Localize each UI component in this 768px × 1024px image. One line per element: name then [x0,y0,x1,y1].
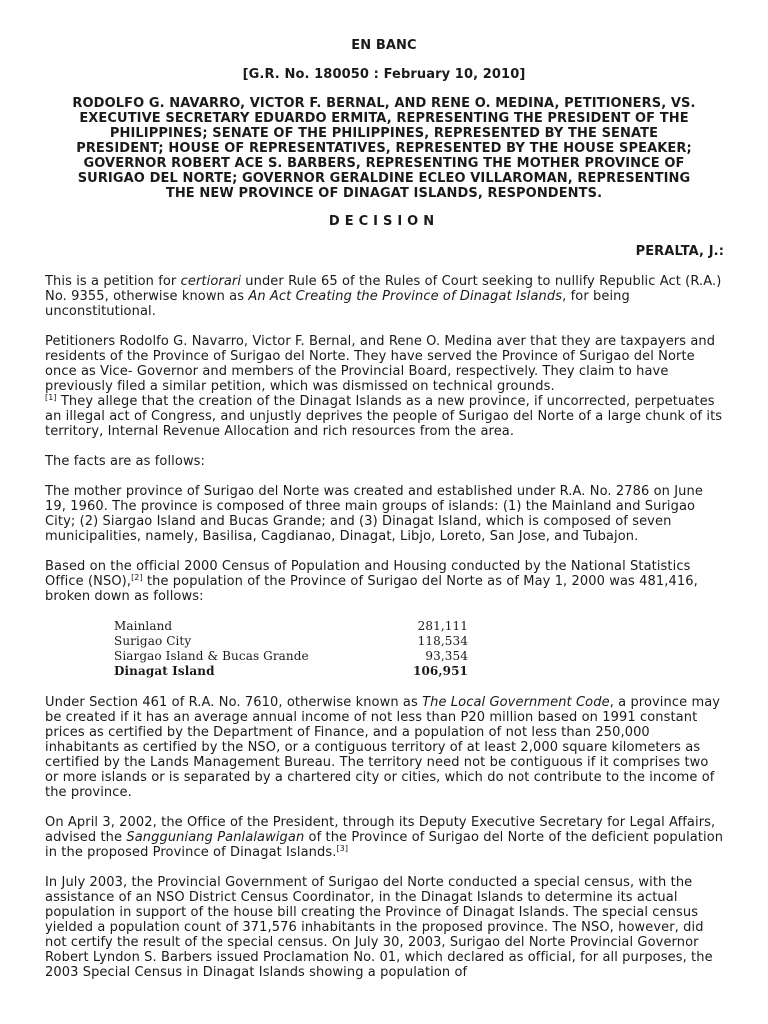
court-division: EN BANC [351,38,417,53]
italic-title: The Local Government Code [422,695,610,710]
italic-term: certiorari [180,274,242,289]
population-table [114,619,468,679]
paragraph-2: Petitioners Rodolfo G. Navarro, Victor F. Bernal, and Rene O. Medina aver that they are taxpayers and residents of the Province of Surigao del Norte. They have served the Province of Surigao del Norte once as Vice- Governor and members of the Provincial Board, respectively. They claim to have previously filed a similar petition, which was dismissed on technical grounds. [1] They allege that the creation of the Dinagat Islands as a new province, if uncorrected, perpetuates an illegal act of Congress, and unjustly deprives the people of Surigao del Norte of a large chunk of its territory, Internal Revenue Allocation and rich resources from the area. [45,334,723,439]
paragraph-6: Under Section 461 of R.A. No. 7610, otherwise known as The Local Government Code, a province may be created if it has an average annual income of not less than P20 million based on 1991 constant prices as certified by the Department of Finance, and a population of not less than 250,000 inhabitants as certified by the NSO, or a contiguous territory of at least 2,000 square kilometers as certified by the Lands Management Bureau. The territory need not be contiguous if it comprises two or more islands or is separated by a chartered city or cities, which do not contribute to the income of the province. [45,695,721,800]
paragraph-7: On April 3, 2002, the Office of the President, through its Deputy Executive Secretary for Legal Affairs, advised the Sangguniang Panlalawigan of the Province of Surigao del Norte of the deficient population in the proposed Province of Dinagat Islands.[3] [45,815,724,860]
footnote-ref-3[interactable]: [3] [336,844,349,853]
paragraph-8: In July 2003, the Provincial Government of Surigao del Norte conducted a special census, with the assistance of an NSO District Census Coordinator, in the Dinagat Islands to determine its actual population in support of the house bill creating the Province of Dinagat Islands. The special census yielded a population count of 371,576 inhabitants in the proposed province. The NSO, however, did not certify the result of the special census. On July 30, 2003, Surigao del Norte Provincial Governor Robert Lyndon S. Barbers issued Proclamation No. 01, which declared as official, for all purposes, the 2003 Special Census in Dinagat Islands showing a population of [45,875,713,980]
paragraph-3: The facts are as follows: [45,454,206,469]
footnote-ref-1[interactable]: [1] [45,393,57,402]
ponente: PERALTA, J.: [635,244,724,259]
paragraph-5: Based on the official 2000 Census of Population and Housing conducted by the National Statistics Office (NSO),[2] the population of the Province of Surigao del Norte as of May 1, 2000 was 481,416, broken down as follows: [45,559,698,604]
decision-heading: DECISION [328,214,440,229]
footnote-ref-2[interactable]: [2] [131,573,143,582]
table-row: Surigao City 118,534 [114,634,468,648]
table-row: Siargao Island & Bucas Grande 93,354 [114,649,468,663]
case-number: [G.R. No. 180050 : February 10, 2010] [242,67,526,82]
case-parties: RODOLFO G. NAVARRO, VICTOR F. BERNAL, AND RENE O. MEDINA, PETITIONERS, VS. EXECUTIVE SECRETARY EDUARDO ERMITA, REPRESENTING THE PRESIDENT OF THE PHILIPPINES; SENATE OF THE PHILIPPINES, REPRESENTED BY THE SENATE PRESIDENT; HOUSE OF REPRESENTATIVES, REPRESENTED BY THE HOUSE SPEAKER; GOVERNOR ROBERT ACE S. BARBERS, REPRESENTING THE MOTHER PROVINCE OF SURIGAO DEL NORTE; GOVERNOR GERALDINE ECLEO VILLAROMAN, REPRESENTING THE NEW PROVINCE OF DINAGAT ISLANDS, RESPONDENTS. [72,96,696,201]
paragraph-1: This is a petition for certiorari under Rule 65 of the Rules of Court seeking to nullify Republic Act (R.A.) No. 9355, otherwise known as An Act Creating the Province of Dinagat Islands, for being unconstitutional. [45,274,722,319]
paragraph-4: The mother province of Surigao del Norte was created and established under R.A. No. 2786 on June 19, 1960. The province is composed of three main groups of islands: (1) the Mainland and Surigao City; (2) Siargao Island and Bucas Grande; and (3) Dinagat Island, which is composed of seven municipalities, namely, Basilisa, Cagdianao, Dinagat, Libjo, Loreto, San Jose, and Tubajon. [45,484,703,544]
italic-title: An Act Creating the Province of Dinagat Islands [248,289,563,304]
italic-term: Sangguniang Panlalawigan [126,830,305,845]
table-row: Dinagat Island 106,951 [114,664,468,678]
table-row: Mainland 281,111 [114,619,468,633]
decision-body [45,274,724,995]
